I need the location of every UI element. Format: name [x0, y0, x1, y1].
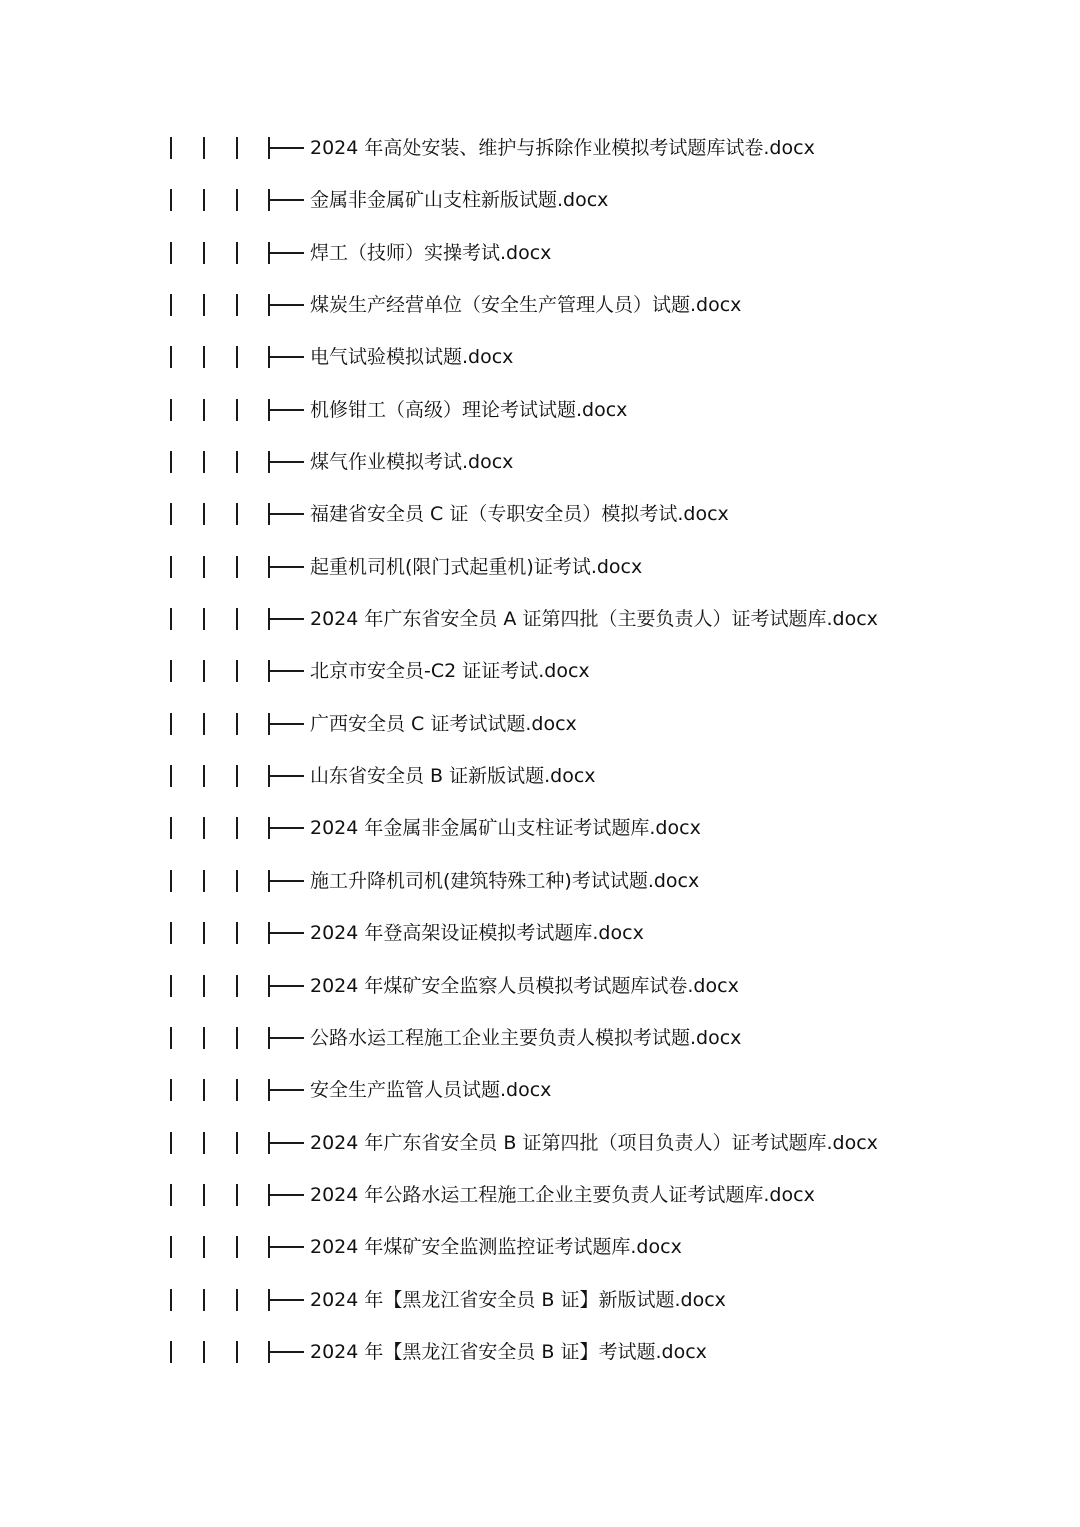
file-name: 起重机司机(限门式起重机)证考试.docx — [310, 555, 643, 578]
tree-pipe — [203, 137, 205, 159]
tree-pipe — [236, 503, 238, 525]
tree-branch-line — [270, 252, 304, 254]
tree-pipe — [170, 1289, 172, 1311]
file-name: 2024 年煤矿安全监察人员模拟考试题库试卷.docx — [310, 974, 739, 997]
tree-pipe — [236, 817, 238, 839]
tree-branch-line — [270, 304, 304, 306]
tree-pipe — [236, 1341, 238, 1363]
file-name: 焊工（技师）实操考试.docx — [310, 241, 552, 264]
tree-row — [0, 1012, 1080, 1064]
tree-pipe — [236, 1289, 238, 1311]
file-name: 2024 年登高架设证模拟考试题库.docx — [310, 922, 644, 945]
tree-pipe — [236, 713, 238, 735]
tree-pipe — [203, 1289, 205, 1311]
tree-pipe — [236, 608, 238, 630]
tree-pipe — [170, 556, 172, 578]
tree-row — [0, 279, 1080, 331]
tree-row — [0, 1221, 1080, 1273]
file-name: 福建省安全员 C 证（专职安全员）模拟考试.docx — [310, 503, 729, 526]
tree-pipe — [203, 870, 205, 892]
tree-row — [0, 960, 1080, 1012]
tree-pipe — [170, 137, 172, 159]
tree-branch-line — [270, 1089, 304, 1091]
tree-row — [0, 1117, 1080, 1169]
tree-pipe — [236, 975, 238, 997]
tree-row — [0, 1326, 1080, 1378]
tree-pipe — [236, 556, 238, 578]
tree-row — [0, 331, 1080, 383]
tree-pipe — [170, 346, 172, 368]
tree-row — [0, 1064, 1080, 1116]
tree-pipe — [203, 608, 205, 630]
tree-row — [0, 750, 1080, 802]
tree-branch-line — [270, 618, 304, 620]
tree-pipe — [170, 1132, 172, 1154]
tree-row — [0, 645, 1080, 697]
tree-pipe — [203, 817, 205, 839]
tree-pipe — [236, 1079, 238, 1101]
tree-branch-line — [270, 880, 304, 882]
tree-pipe — [203, 1184, 205, 1206]
tree-branch-line — [270, 356, 304, 358]
file-name: 2024 年金属非金属矿山支柱证考试题库.docx — [310, 817, 701, 840]
tree-pipe — [203, 765, 205, 787]
tree-pipe — [236, 399, 238, 421]
tree-pipe — [236, 870, 238, 892]
file-name: 北京市安全员-C2 证证考试.docx — [310, 660, 590, 683]
tree-pipe — [170, 1079, 172, 1101]
tree-branch-line — [270, 1299, 304, 1301]
tree-pipe — [203, 1132, 205, 1154]
tree-row — [0, 174, 1080, 226]
tree-branch-line — [270, 199, 304, 201]
tree-row — [0, 541, 1080, 593]
tree-pipe — [236, 1236, 238, 1258]
tree-pipe — [170, 713, 172, 735]
tree-pipe — [236, 451, 238, 473]
tree-pipe — [236, 1027, 238, 1049]
tree-pipe — [170, 294, 172, 316]
tree-pipe — [236, 660, 238, 682]
file-name: 施工升降机司机(建筑特殊工种)考试试题.docx — [310, 869, 700, 892]
tree-row — [0, 802, 1080, 854]
tree-pipe — [203, 660, 205, 682]
tree-pipe — [203, 922, 205, 944]
tree-row — [0, 384, 1080, 436]
tree-pipe — [236, 1132, 238, 1154]
tree-pipe — [236, 137, 238, 159]
tree-pipe — [170, 765, 172, 787]
tree-row — [0, 1274, 1080, 1326]
tree-pipe — [203, 975, 205, 997]
tree-branch-line — [270, 461, 304, 463]
tree-row — [0, 227, 1080, 279]
file-name: 机修钳工（高级）理论考试试题.docx — [310, 398, 628, 421]
tree-pipe — [203, 451, 205, 473]
tree-branch-line — [270, 723, 304, 725]
file-name: 公路水运工程施工企业主要负责人模拟考试题.docx — [310, 1026, 742, 1049]
tree-pipe — [236, 922, 238, 944]
tree-pipe — [170, 922, 172, 944]
tree-pipe — [203, 189, 205, 211]
tree-pipe — [170, 1236, 172, 1258]
file-name: 2024 年公路水运工程施工企业主要负责人证考试题库.docx — [310, 1183, 815, 1206]
tree-pipe — [236, 242, 238, 264]
tree-pipe — [170, 608, 172, 630]
file-name: 广西安全员 C 证考试试题.docx — [310, 712, 577, 735]
tree-pipe — [170, 399, 172, 421]
tree-pipe — [203, 1027, 205, 1049]
tree-pipe — [170, 242, 172, 264]
tree-pipe — [236, 294, 238, 316]
file-name: 电气试验模拟试题.docx — [310, 346, 514, 369]
file-name: 煤气作业模拟考试.docx — [310, 451, 514, 474]
tree-pipe — [203, 242, 205, 264]
tree-pipe — [236, 765, 238, 787]
tree-branch-line — [270, 147, 304, 149]
file-name: 2024 年【黑龙江省安全员 B 证】考试题.docx — [310, 1340, 707, 1363]
tree-pipe — [203, 1236, 205, 1258]
tree-branch-line — [270, 775, 304, 777]
tree-row — [0, 907, 1080, 959]
file-name: 煤炭生产经营单位（安全生产管理人员）试题.docx — [310, 294, 742, 317]
file-name: 2024 年高处安装、维护与拆除作业模拟考试题库试卷.docx — [310, 137, 815, 159]
tree-branch-line — [270, 1037, 304, 1039]
tree-pipe — [203, 556, 205, 578]
tree-pipe — [203, 294, 205, 316]
tree-row — [0, 855, 1080, 907]
tree-branch-line — [270, 1194, 304, 1196]
tree-branch-line — [270, 827, 304, 829]
tree-branch-line — [270, 985, 304, 987]
tree-pipe — [170, 817, 172, 839]
file-name: 安全生产监管人员试题.docx — [310, 1079, 552, 1102]
tree-branch-line — [270, 670, 304, 672]
tree-branch-line — [270, 513, 304, 515]
file-name: 2024 年【黑龙江省安全员 B 证】新版试题.docx — [310, 1288, 726, 1311]
tree-row — [0, 122, 1080, 174]
tree-pipe — [203, 1079, 205, 1101]
tree-pipe — [203, 399, 205, 421]
tree-branch-line — [270, 1142, 304, 1144]
tree-branch-line — [270, 409, 304, 411]
file-tree — [0, 122, 1080, 1378]
file-name: 2024 年煤矿安全监测监控证考试题库.docx — [310, 1236, 682, 1259]
tree-pipe — [236, 346, 238, 368]
tree-pipe — [203, 346, 205, 368]
file-name: 2024 年广东省安全员 A 证第四批（主要负责人）证考试题库.docx — [310, 608, 878, 631]
tree-pipe — [170, 975, 172, 997]
tree-branch-line — [270, 1351, 304, 1353]
file-name: 山东省安全员 B 证新版试题.docx — [310, 765, 596, 788]
tree-row — [0, 436, 1080, 488]
tree-row — [0, 698, 1080, 750]
tree-pipe — [203, 503, 205, 525]
tree-pipe — [170, 1341, 172, 1363]
tree-row — [0, 1169, 1080, 1221]
tree-pipe — [203, 1341, 205, 1363]
tree-branch-line — [270, 1246, 304, 1248]
tree-pipe — [170, 189, 172, 211]
tree-pipe — [170, 870, 172, 892]
tree-pipe — [170, 1184, 172, 1206]
tree-pipe — [170, 660, 172, 682]
tree-pipe — [170, 503, 172, 525]
tree-row — [0, 593, 1080, 645]
tree-pipe — [170, 1027, 172, 1049]
tree-pipe — [203, 713, 205, 735]
tree-branch-line — [270, 566, 304, 568]
tree-pipe — [236, 1184, 238, 1206]
tree-row — [0, 488, 1080, 540]
tree-pipe — [170, 451, 172, 473]
file-name: 2024 年广东省安全员 B 证第四批（项目负责人）证考试题库.docx — [310, 1131, 878, 1154]
file-name: 金属非金属矿山支柱新版试题.docx — [310, 189, 609, 212]
tree-branch-line — [270, 932, 304, 934]
tree-pipe — [236, 189, 238, 211]
